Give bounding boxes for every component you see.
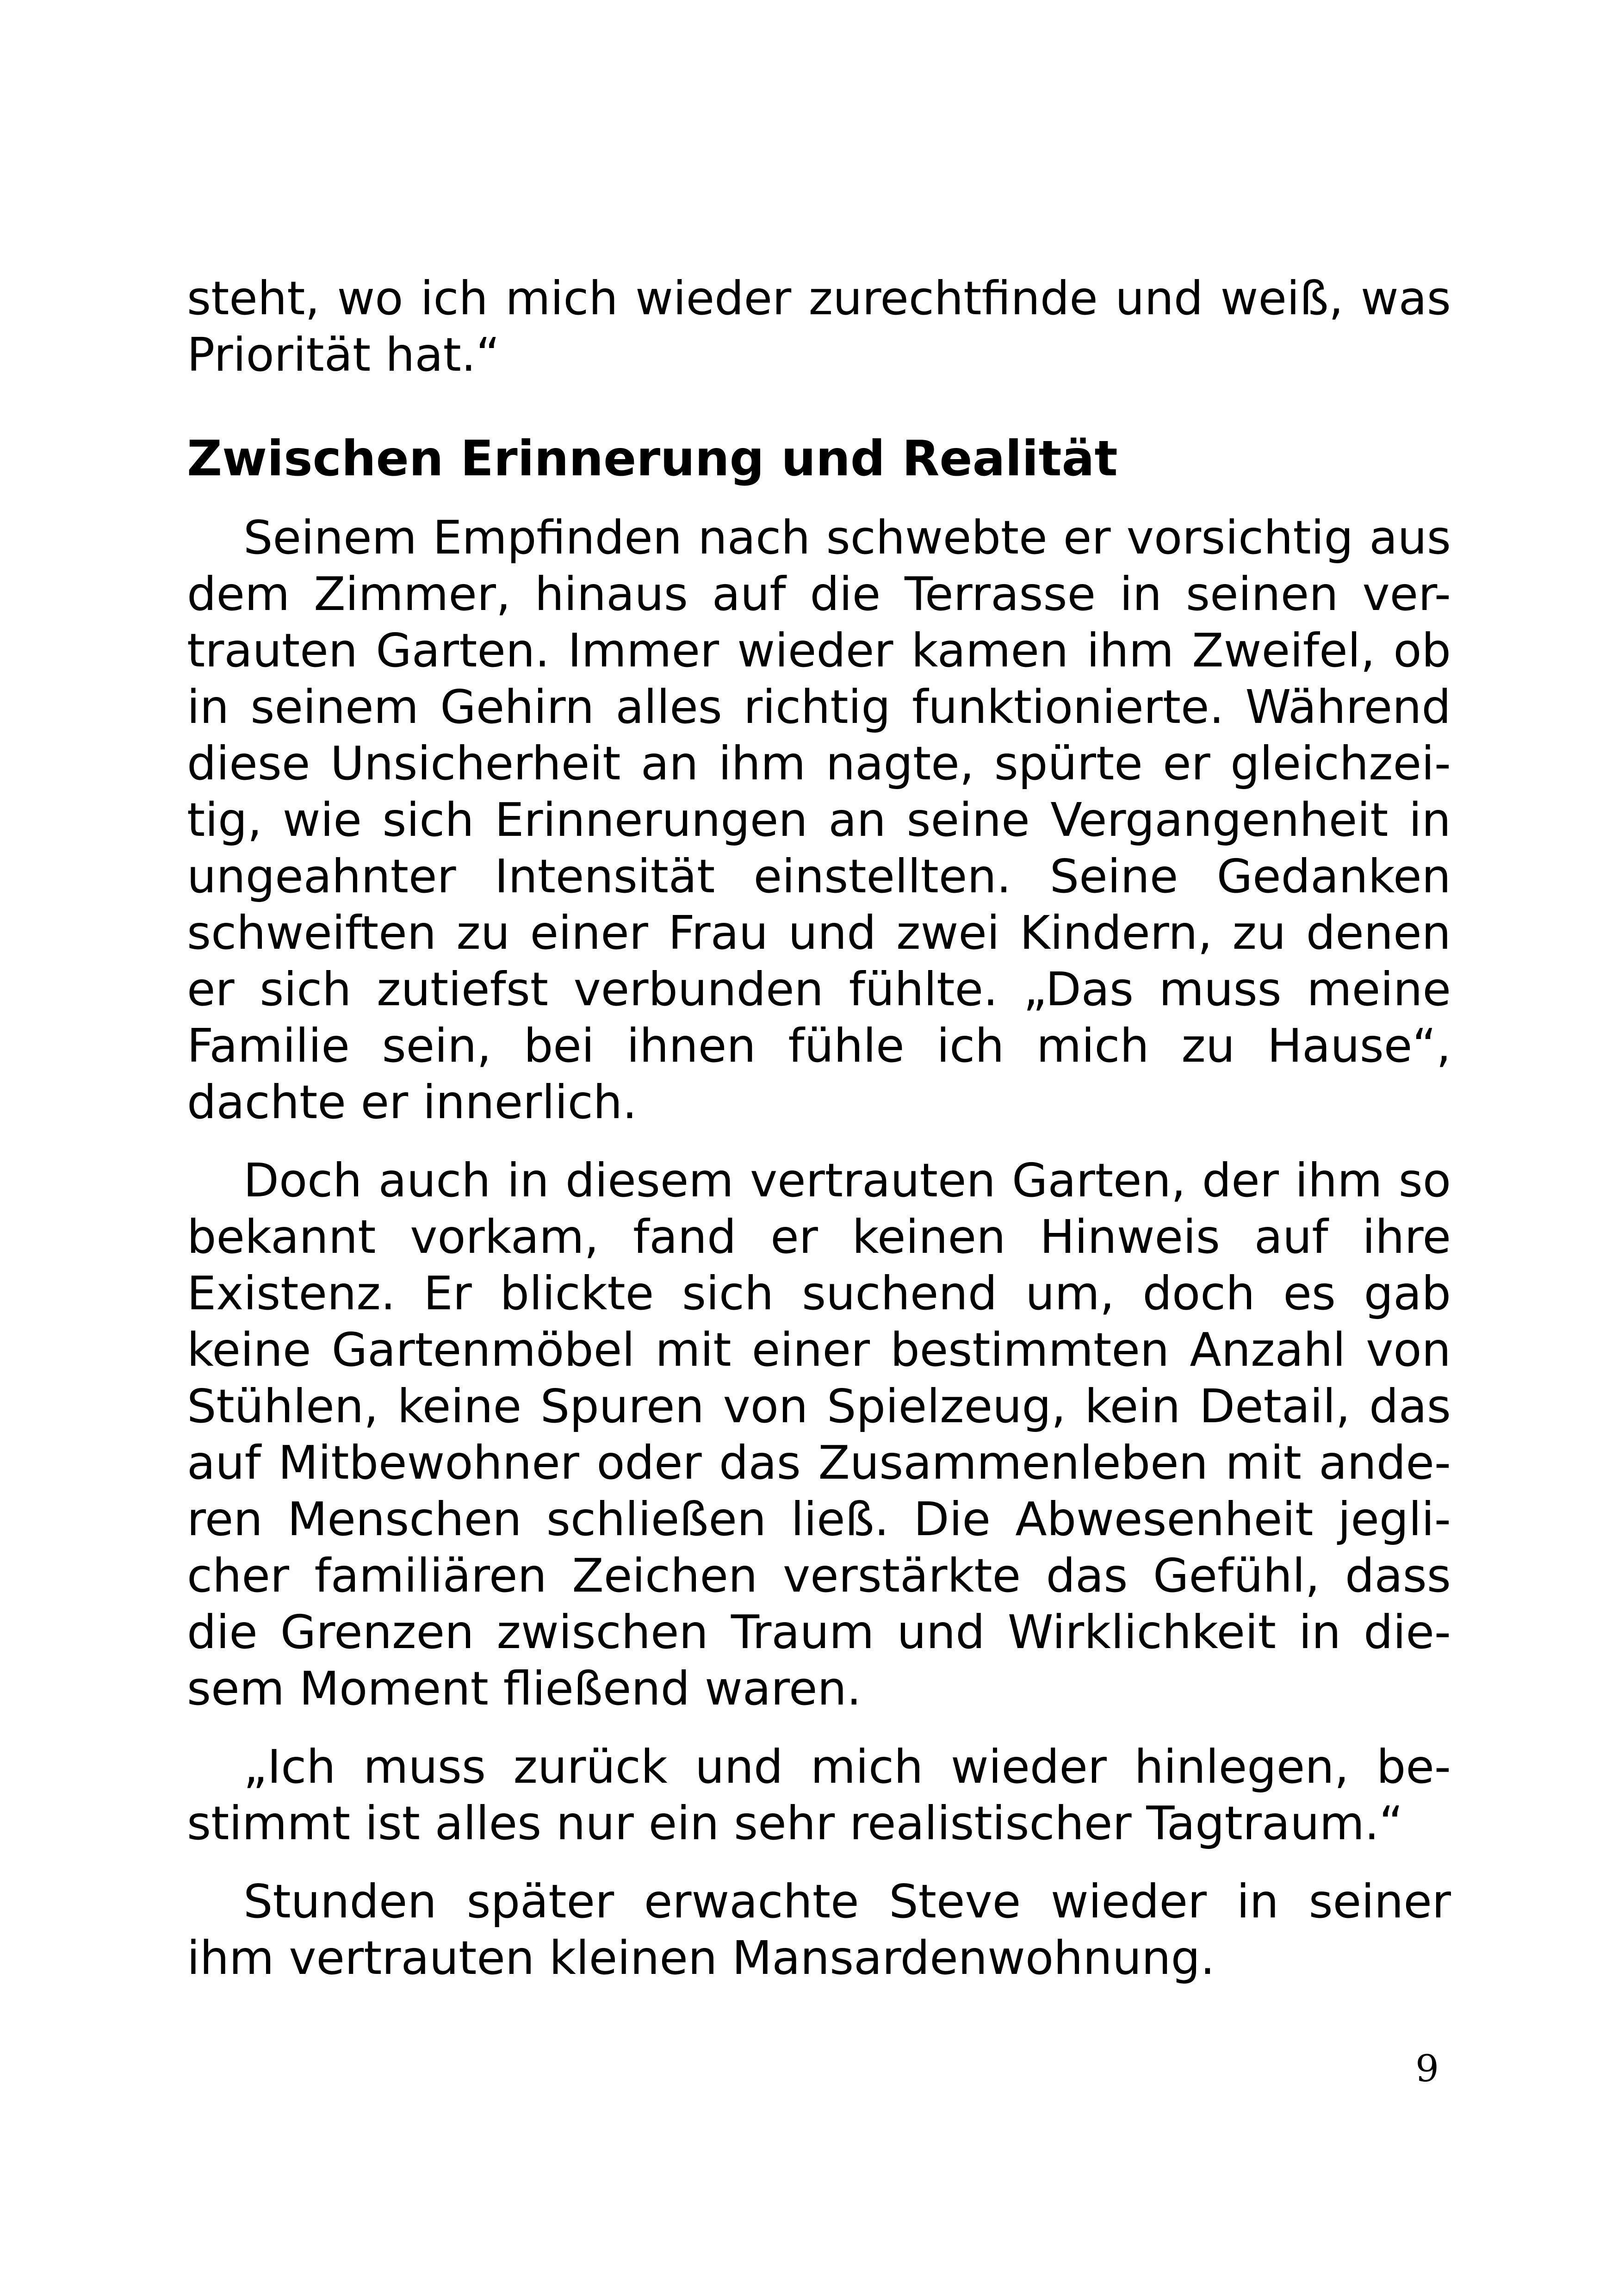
text-line: „Ich muss zurück und mich wieder hinlegen, be- <box>243 1740 1451 1794</box>
text-line: schweiften zu einer Frau und zwei Kindern, zu denen <box>187 906 1451 960</box>
text-line: stimmt ist alles nur ein sehr realistischer Tagtraum.“ <box>187 1796 1403 1850</box>
text-line: ihm vertrauten kleinen Mansardenwohnung. <box>187 1931 1215 1985</box>
text-line: ren Menschen schließen ließ. Die Abwesenheit jegli- <box>187 1492 1451 1546</box>
paragraph <box>187 1873 1451 1986</box>
text-line: steht, wo ich mich wieder zurechtfinde und weiß, was <box>187 271 1451 325</box>
text-line: Familie sein, bei ihnen fühle ich mich zu Hause“, <box>187 1019 1451 1073</box>
text-line: er sich zutiefst verbunden fühlte. „Das muss meine <box>187 962 1451 1016</box>
text-line: sem Moment fließend waren. <box>187 1661 862 1716</box>
text-line: Stühlen, keine Spuren von Spielzeug, kein Detail, das <box>187 1379 1451 1433</box>
section-heading: Zwischen Erinnerung und Realität <box>187 430 1118 487</box>
text-line: Priorität hat.“ <box>187 328 500 382</box>
text-line: cher familiären Zeichen verstärkte das Gefühl, dass <box>187 1549 1451 1603</box>
text-line: ungeahnter Intensität einstellten. Seine Gedanken <box>187 849 1451 903</box>
text-line: in seinem Gehirn alles richtig funktionierte. Während <box>187 680 1451 734</box>
text-line: keine Gartenmöbel mit einer bestimmten Anzahl von <box>187 1323 1451 1377</box>
text-line: Seinem Empfinden nach schwebte er vorsichtig aus <box>243 510 1451 565</box>
text-line: Stunden später erwachte Steve wieder in seiner <box>243 1874 1451 1929</box>
text-line: die Grenzen zwischen Traum und Wirklichkeit in die- <box>187 1605 1451 1659</box>
text-line: tig, wie sich Erinnerungen an seine Vergangenheit in <box>187 793 1451 847</box>
paragraph <box>187 510 1451 1131</box>
text-line: dem Zimmer, hinaus auf die Terrasse in seinen ver- <box>187 567 1451 621</box>
text-line: auf Mitbewohner oder das Zusammenleben mit ande- <box>187 1436 1451 1490</box>
text-line: Doch auch in diesem vertrauten Garten, der ihm so <box>243 1153 1451 1207</box>
paragraph <box>187 1152 1451 1717</box>
text-line: dachte er innerlich. <box>187 1075 637 1129</box>
text-line: diese Unsicherheit an ihm nagte, spürte er gleichzei- <box>187 736 1451 790</box>
paragraph <box>187 1739 1451 1852</box>
text-line: bekannt vorkam, fand er keinen Hinweis auf ihre <box>187 1210 1451 1264</box>
text-line: Existenz. Er blickte sich suchend um, doch es gab <box>187 1266 1451 1320</box>
page-content <box>187 270 1451 1986</box>
text-line: trauten Garten. Immer wieder kamen ihm Zweifel, ob <box>187 623 1451 678</box>
page-number: 9 <box>1415 2047 1439 2090</box>
paragraph-continuation <box>187 270 1451 383</box>
